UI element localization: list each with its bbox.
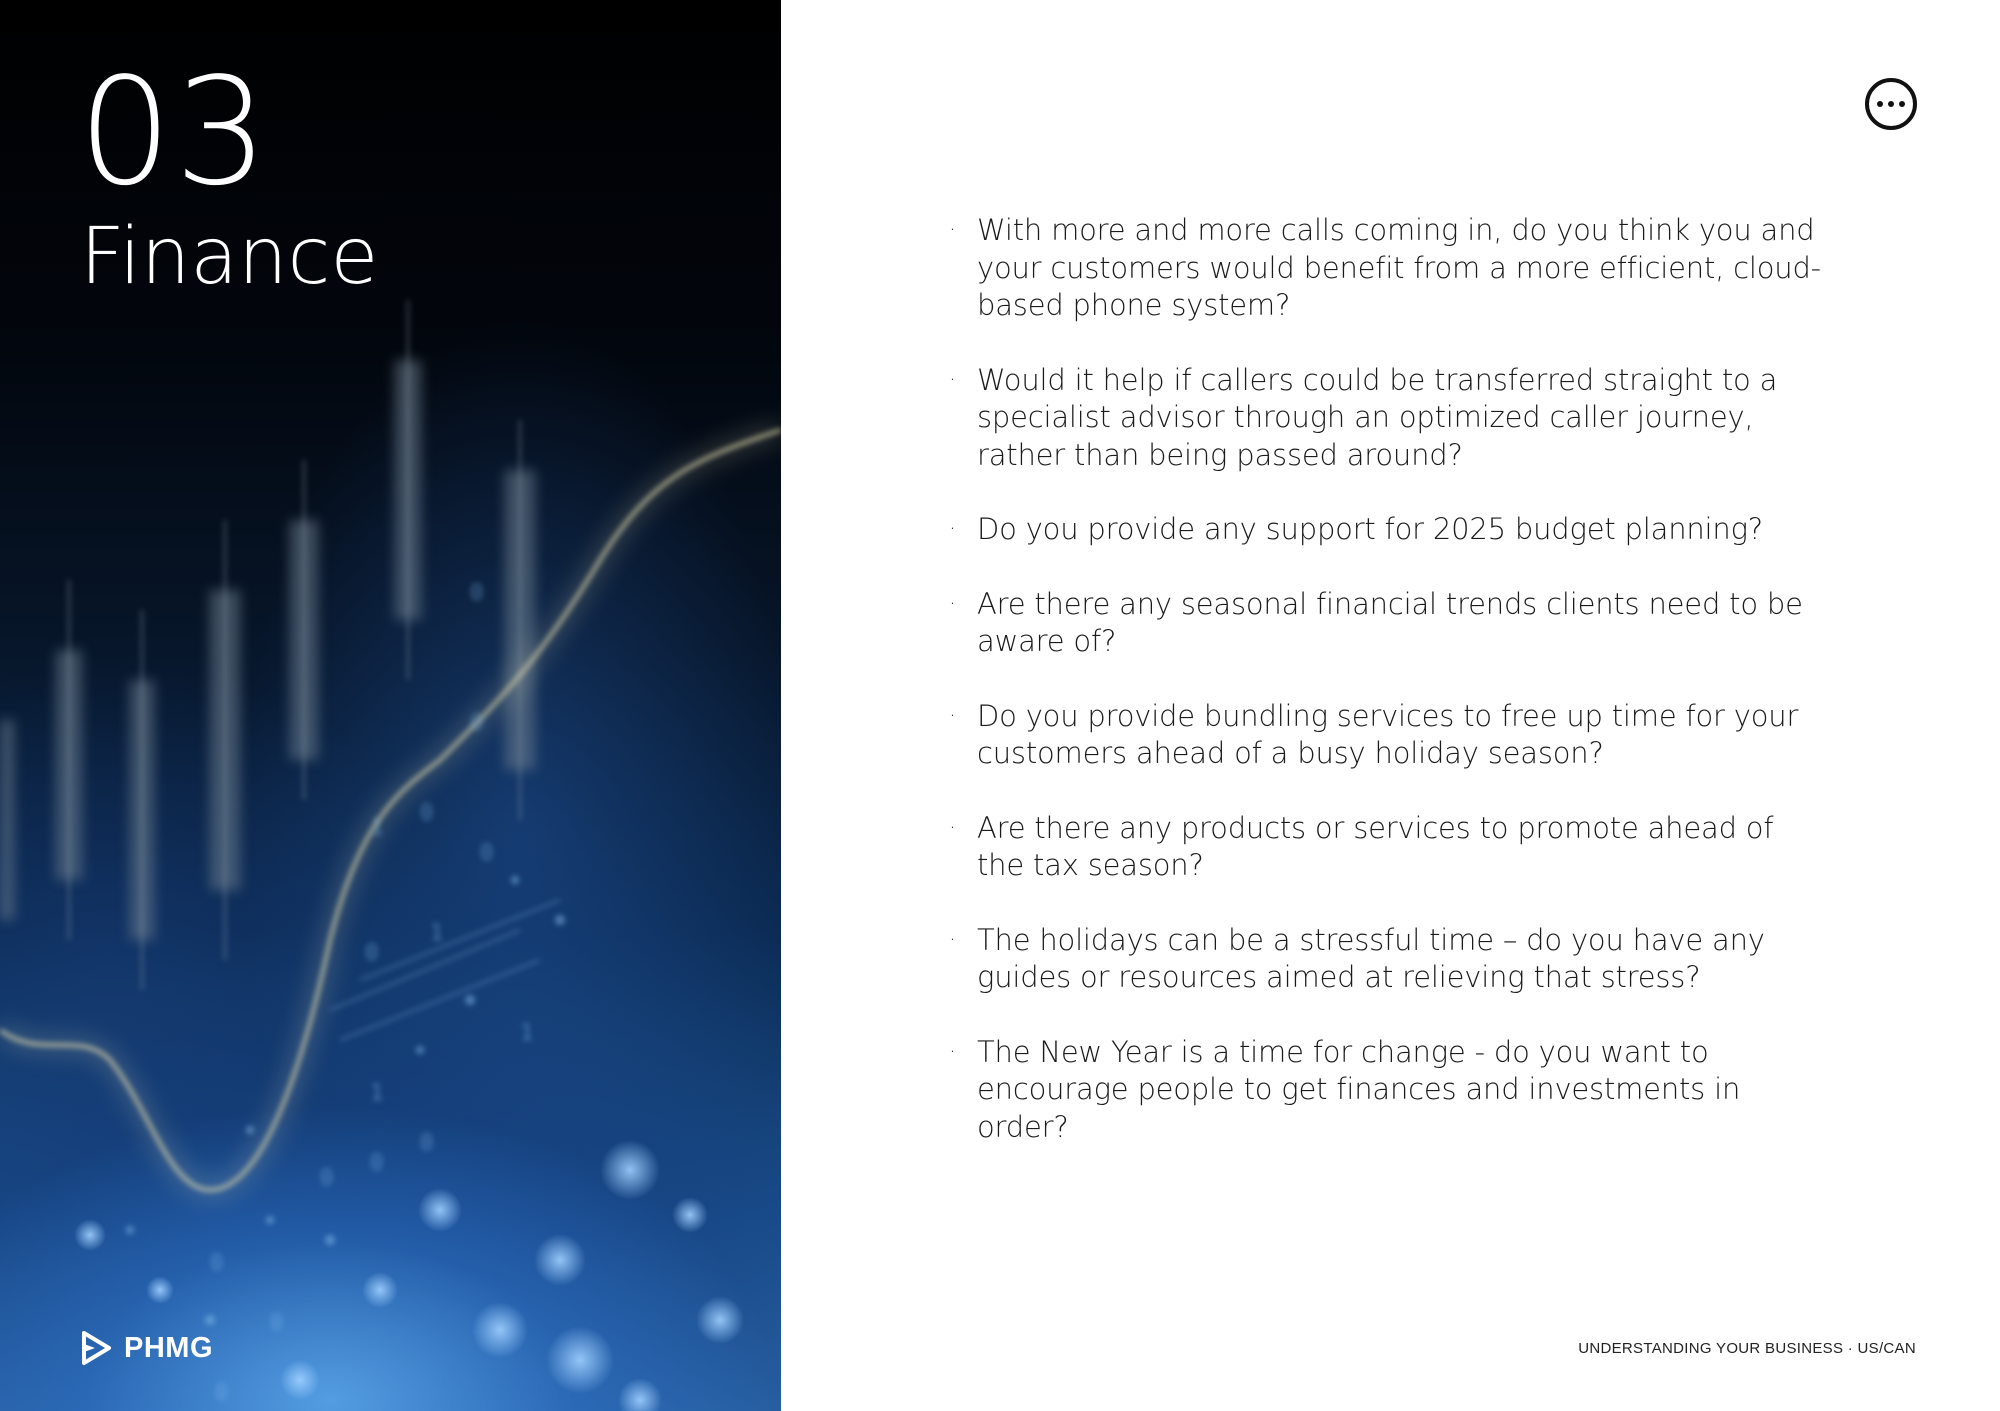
section-title: Finance — [80, 212, 379, 302]
question-text: Would it help if callers could be transferred straight to a specialist advisor through an optimized caller journey, rather than being passed around? — [977, 362, 1778, 472]
svg-text:0: 0 — [365, 941, 379, 966]
svg-text:0: 0 — [370, 1151, 384, 1176]
bullet: · — [949, 927, 956, 953]
bullet: · — [949, 218, 956, 243]
more-horizontal-icon-dot — [1888, 101, 1894, 107]
bullet: · — [949, 517, 956, 542]
footer-caption: UNDERSTANDING YOUR BUSINESS · US/CAN — [1578, 1340, 1916, 1357]
question-item — [945, 362, 1825, 475]
question-item — [945, 1034, 1825, 1147]
svg-text:0: 0 — [215, 1381, 229, 1406]
bullet: · — [949, 815, 956, 841]
question-item — [945, 586, 1825, 661]
bullet: · — [949, 367, 956, 393]
phmg-logo — [78, 1330, 213, 1366]
svg-text:0: 0 — [320, 1166, 334, 1191]
more-horizontal-icon-dot — [1899, 101, 1905, 107]
bullet: · — [949, 1039, 956, 1065]
bullet: · — [949, 591, 956, 617]
svg-text:0: 0 — [420, 801, 434, 826]
play-triangle-icon — [78, 1330, 114, 1366]
finance-hero-panel — [0, 0, 781, 1411]
svg-text:1: 1 — [520, 1021, 534, 1046]
svg-text:0: 0 — [270, 1311, 284, 1336]
question-item — [945, 511, 1825, 549]
question-list — [945, 212, 1825, 1183]
svg-text:0: 0 — [420, 1131, 434, 1156]
question-text: Are there any seasonal financial trends clients need to be aware of? — [977, 586, 1803, 658]
question-item — [945, 698, 1825, 773]
brand-name: PHMG — [124, 1331, 213, 1364]
svg-text:1: 1 — [430, 921, 444, 946]
svg-text:0: 0 — [470, 711, 484, 736]
svg-text:0: 0 — [470, 581, 484, 606]
question-text: The New Year is a time for change - do you want to encourage people to get finances and investments in order? — [977, 1034, 1741, 1144]
question-item — [945, 212, 1825, 325]
svg-text:1: 1 — [370, 1081, 384, 1106]
more-options-button[interactable] — [1865, 78, 1917, 130]
question-text: Do you provide bundling services to free up time for your customers ahead of a busy holiday season? — [977, 698, 1799, 770]
section-number: 03 — [78, 46, 271, 218]
svg-text:0: 0 — [480, 841, 494, 866]
question-item — [945, 810, 1825, 885]
question-text: The holidays can be a stressful time – do you have any guides or resources aimed at relieving that stress? — [977, 922, 1765, 994]
bullet: · — [949, 703, 956, 729]
more-horizontal-icon-dot — [1877, 101, 1883, 107]
question-item — [945, 922, 1825, 997]
svg-text:0: 0 — [210, 1251, 224, 1276]
question-text: Are there any products or services to promote ahead of the tax season? — [977, 810, 1774, 882]
svg-text:1: 1 — [370, 816, 384, 841]
question-text: Do you provide any support for 2025 budget planning? — [977, 512, 1763, 546]
question-text: With more and more calls coming in, do you think you and your customers would benefit from a more efficient, cloud-based phone system? — [977, 213, 1821, 322]
